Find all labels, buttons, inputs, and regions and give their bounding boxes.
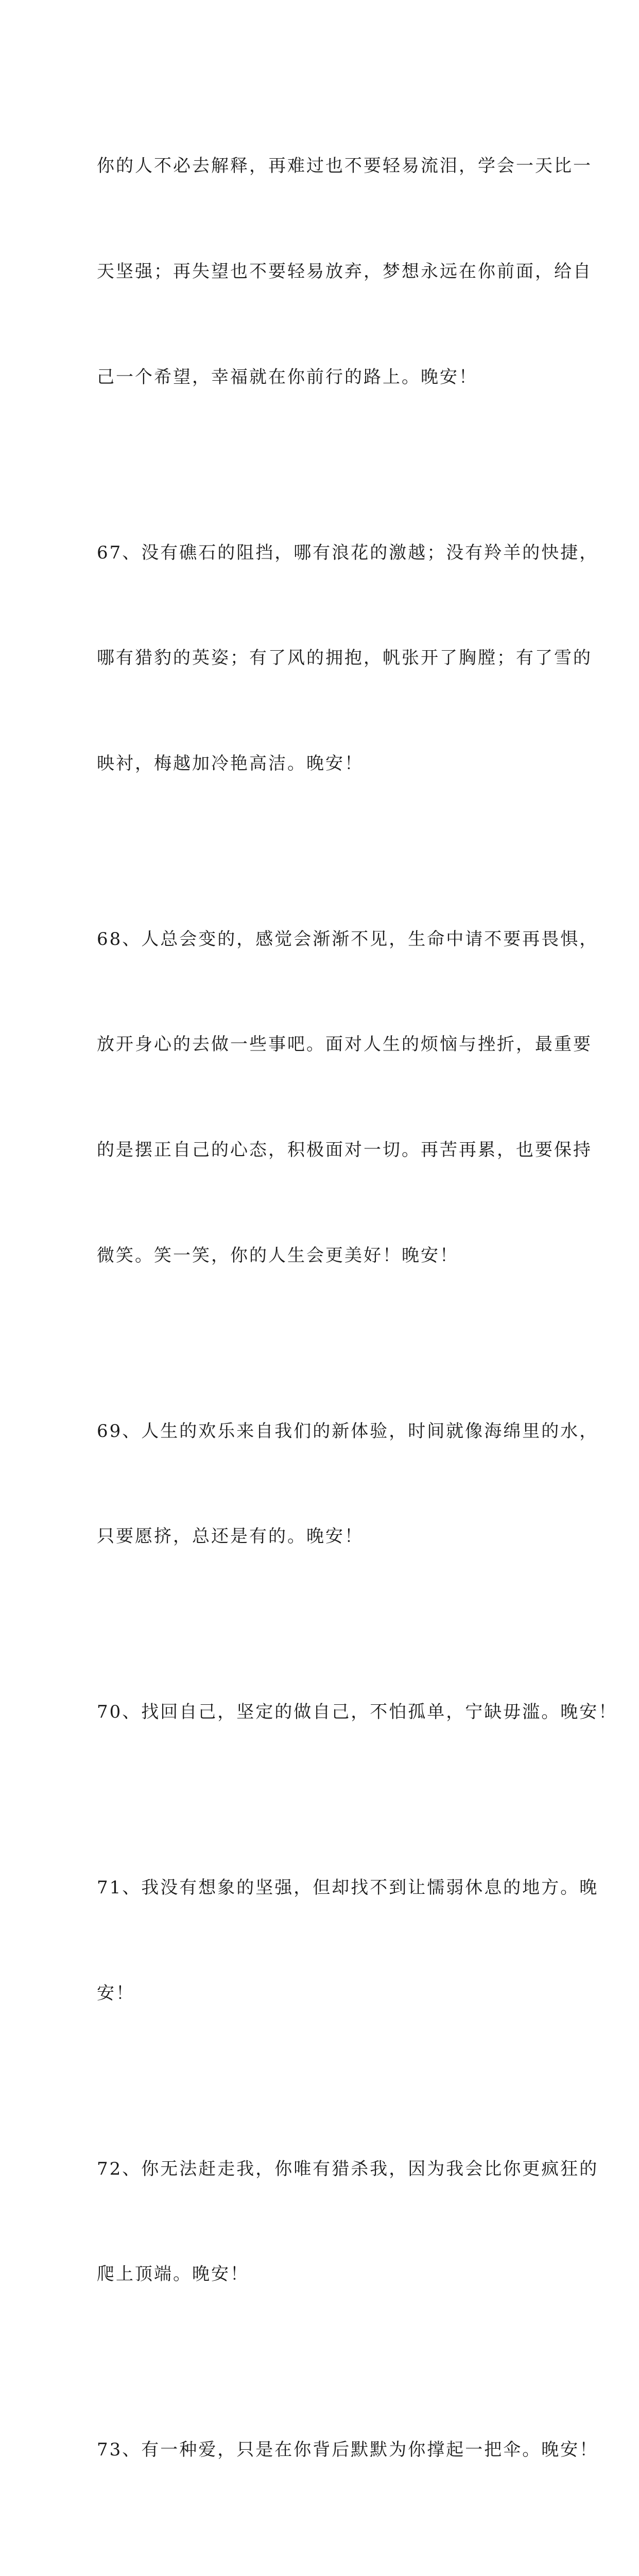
text-line: 67、没有礁石的阻挡，哪有浪花的激越；没有羚羊的快捷， bbox=[97, 542, 599, 563]
text-line: 放开身心的去做一些事吧。面对人生的烦恼与挫折，最重要 bbox=[97, 1034, 592, 1055]
text-line: 70、找回自己，坚定的做自己，不怕孤单，宁缺毋滥。晚安！ bbox=[97, 1702, 618, 1723]
text-line: 69、人生的欢乐来自我们的新体验，时间就像海绵里的水， bbox=[97, 1420, 599, 1442]
text-line: 己一个希望，幸福就在你前行的路上。晚安！ bbox=[97, 366, 478, 387]
text-line: 微笑。笑一笑，你的人生会更美好！晚安！ bbox=[97, 1245, 459, 1266]
document-body bbox=[97, 78, 618, 2576]
paragraph-72 bbox=[97, 2081, 599, 2362]
text-line: 的是摆正自己的心态，积极面对一切。再苦再累，也要保持 bbox=[97, 1139, 592, 1160]
text-line: 天坚强；再失望也不要轻易放弃，梦想永远在你前面，给自 bbox=[97, 261, 592, 282]
paragraph-continued bbox=[97, 78, 592, 465]
text-line: 爬上顶端。晚安！ bbox=[97, 2264, 249, 2285]
text-line: 只要愿挤，总还是有的。晚安！ bbox=[97, 1526, 364, 1547]
text-line: 72、你无法赶走我，你唯有猎杀我，因为我会比你更疯狂的 bbox=[97, 2158, 599, 2179]
text-line: 71、我没有想象的坚强，但却找不到让懦弱休息的地方。晚 bbox=[97, 1877, 599, 1899]
text-line: 映衬，梅越加冷艳高洁。晚安！ bbox=[97, 753, 364, 774]
text-line: 哪有猎豹的英姿；有了风的拥抱，帆张开了胸膛；有了雪的 bbox=[97, 648, 592, 669]
paragraph-73 bbox=[97, 2362, 599, 2538]
paragraph-74 bbox=[97, 2538, 550, 2576]
text-line: 安！ bbox=[97, 1982, 135, 2004]
paragraph-69 bbox=[97, 1343, 599, 1624]
paragraph-70 bbox=[97, 1624, 618, 1800]
text-line: 73、有一种爱，只是在你背后默默为你撑起一把伞。晚安！ bbox=[97, 2439, 599, 2461]
paragraph-71 bbox=[97, 1800, 599, 2081]
paragraph-67 bbox=[97, 465, 599, 851]
text-line: 68、人总会变的，感觉会渐渐不见，生命中请不要再畏惧， bbox=[97, 928, 599, 950]
paragraph-68 bbox=[97, 851, 599, 1343]
text-line: 你的人不必去解释，再难过也不要轻易流泪，学会一天比一 bbox=[97, 156, 592, 177]
